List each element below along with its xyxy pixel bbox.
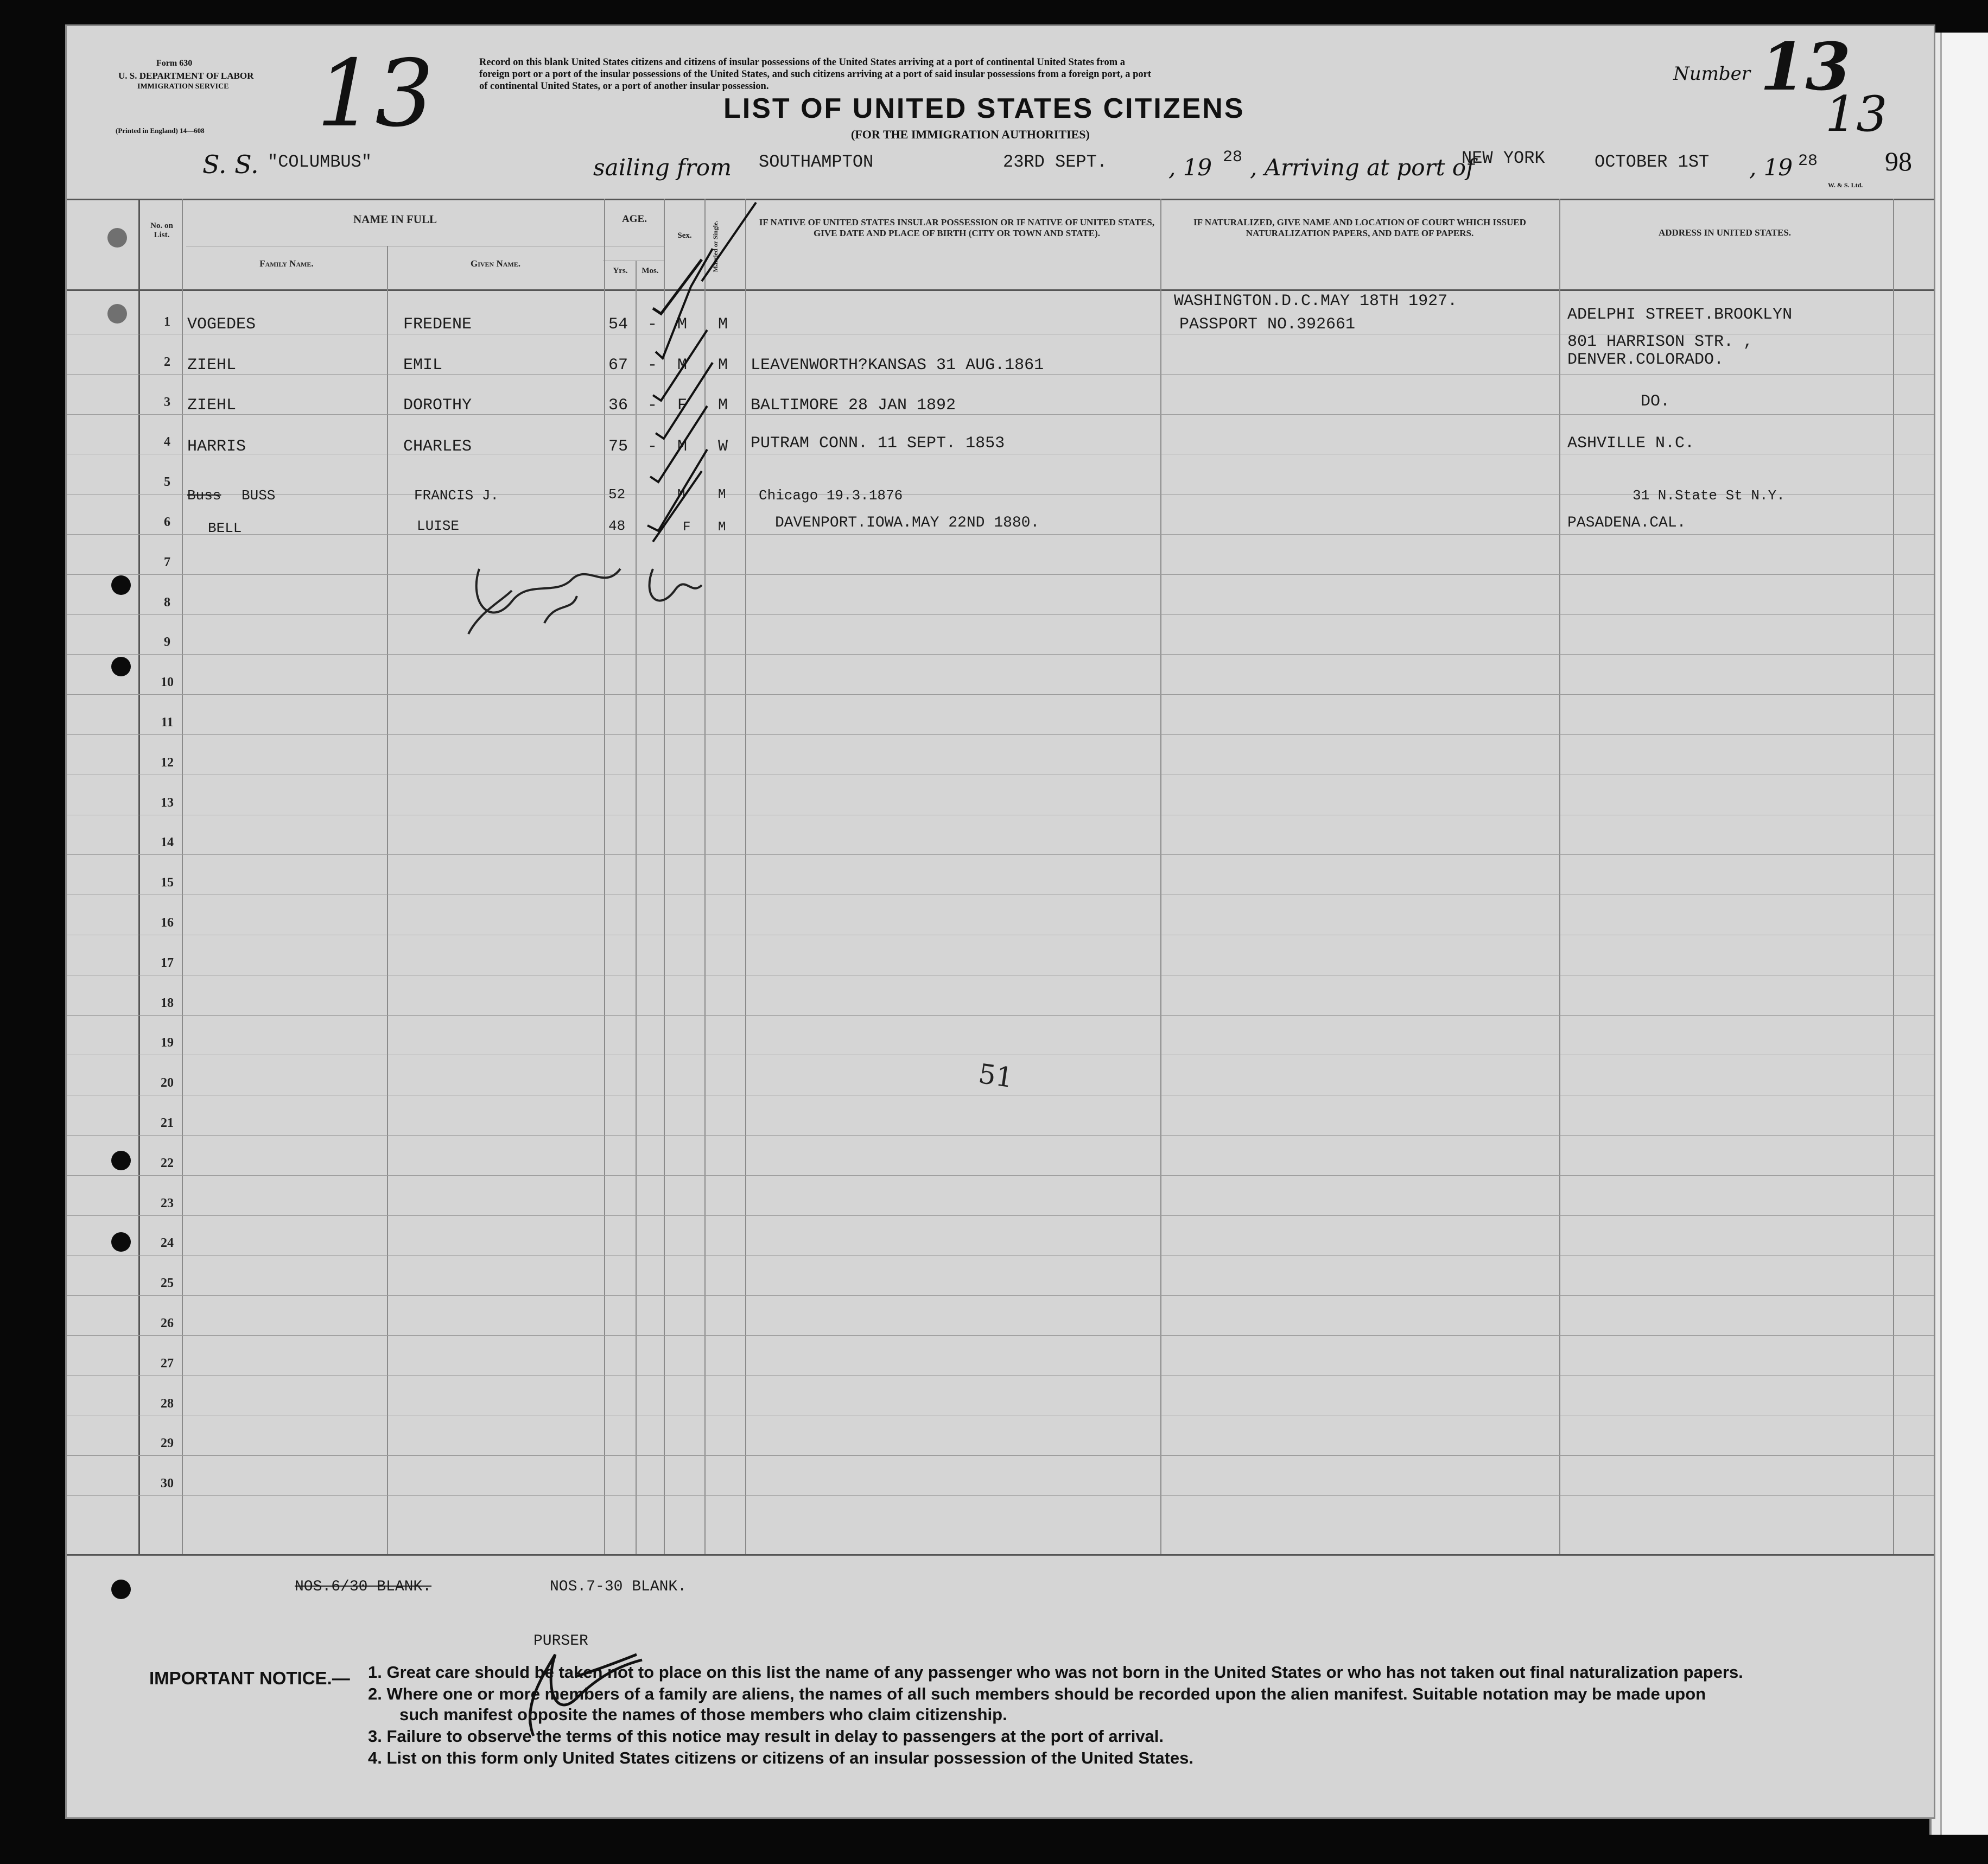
col-header-no: No. on List. xyxy=(150,221,173,239)
check-mark-icon xyxy=(653,330,707,401)
row-number: 13 xyxy=(161,796,174,810)
birth-2: LEAVENWORTH?KANSAS 31 AUG.1861 xyxy=(751,356,1044,375)
given-name-6: LUISE xyxy=(417,518,460,534)
struck-blank-note: NOS.6/30 BLANK. xyxy=(295,1578,432,1595)
address-4: ASHVILLE N.C. xyxy=(1567,434,1695,453)
birth-5: Chicago 19.3.1876 xyxy=(759,487,903,504)
age-mos-1: - xyxy=(647,315,658,334)
family-name-4: HARRIS xyxy=(187,438,246,456)
check-mark-icon xyxy=(656,249,713,358)
purser-label: PURSER xyxy=(533,1633,588,1650)
check-mark-icon xyxy=(653,259,702,314)
family-name-6: BELL xyxy=(208,520,242,536)
passport-1: PASSPORT NO.392661 xyxy=(1179,315,1356,334)
col-header-sex: Sex. xyxy=(677,231,692,240)
handwritten-number: 13 xyxy=(316,40,434,148)
number-label: Number xyxy=(1673,63,1751,85)
page-title: LIST OF UNITED STATES CITIZENS xyxy=(723,93,1245,124)
status-5: M xyxy=(718,487,726,502)
arriving-label: , Arriving at port of xyxy=(1250,154,1475,181)
col-header-mos: Mos. xyxy=(642,267,659,275)
col-header-birth: IF NATIVE OF UNITED STATES INSULAR POSSESSION OR IF NATIVE OF UNITED STATES, GIVE DATE AND PLACE OF BIRTH (CITY OR TOWN AND STATE). xyxy=(759,217,1155,238)
col-header-yrs: Yrs. xyxy=(613,267,628,275)
record-instructions-line-2: foreign port or a port of the insular possessions of the United States, and such citizens arriving at a port of said insular possessions from a foreign port, a port xyxy=(479,69,1152,80)
printed-in-label: (Printed in England) 14—608 xyxy=(116,126,205,135)
row-number: 23 xyxy=(161,1196,174,1210)
row-number: 4 xyxy=(164,435,170,449)
notice-3: 3. Failure to observe the terms of this notice may result in delay to passengers at the port of arrival. xyxy=(368,1727,1164,1746)
row-number: 7 xyxy=(164,555,170,569)
col-header-address: ADDRESS IN UNITED STATES. xyxy=(1658,227,1792,238)
notice-1: 1. Great care should be taken not to place on this list the name of any passenger who was not born in the United States or who has not taken out final naturalization papers. xyxy=(368,1663,1743,1682)
important-notice-label: IMPORTANT NOTICE.— xyxy=(149,1668,350,1688)
check-stroke-icon xyxy=(653,471,702,542)
given-name-3: DOROTHY xyxy=(403,396,472,415)
record-instructions-line-1: Record on this blank United States citizens and citizens of insular possessions of the United States arriving at a port of continental United States from a xyxy=(479,57,1126,68)
address-1: ADELPHI STREET.BROOKLYN xyxy=(1567,306,1793,324)
row-number: 27 xyxy=(161,1356,174,1371)
address-6: PASADENA.CAL. xyxy=(1567,515,1686,531)
sex-2: M xyxy=(677,356,688,375)
row-number: 24 xyxy=(161,1236,174,1250)
birth-3: BALTIMORE 28 JAN 1892 xyxy=(751,396,956,415)
check-mark-icon xyxy=(656,363,713,439)
col-header-name-in-full: NAME IN FULL xyxy=(353,213,437,226)
row-number: 3 xyxy=(164,395,170,409)
status-3: M xyxy=(718,396,728,415)
notice-2: 2. Where one or more members of a family are aliens, the names of all such members should be recorded upon the alien manifest. Suitable notation may be made upon xyxy=(368,1684,1706,1703)
birth-6: DAVENPORT.IOWA.MAY 22ND 1880. xyxy=(775,515,1040,531)
notice-2-continued: such manifest opposite the names of those members who claim citizenship. xyxy=(399,1705,1007,1724)
row-number: 22 xyxy=(161,1156,174,1170)
check-stroke-icon xyxy=(702,202,756,281)
age-yrs-4: 75 xyxy=(608,438,628,456)
check-mark-icon xyxy=(650,406,707,482)
row-number: 30 xyxy=(161,1476,174,1491)
sex-5: M xyxy=(677,487,685,502)
sailing-from-label: sailing from xyxy=(593,154,732,181)
notice-4: 4. List on this form only United States citizens or citizens of an insular possession of the United States. xyxy=(368,1748,1193,1767)
sex-6: F xyxy=(683,520,691,535)
adjacent-page-edge-inner xyxy=(1940,33,1988,1835)
col-header-married-single: Married or Single. xyxy=(712,220,719,272)
status-2: M xyxy=(718,356,728,375)
address-3: DO. xyxy=(1641,392,1671,411)
col-header-family-name: Family Name. xyxy=(259,258,314,269)
given-name-5: FRANCIS J. xyxy=(414,487,499,504)
address-5: 31 N.State St N.Y. xyxy=(1633,487,1785,504)
form-number: Form 630 xyxy=(156,59,193,68)
age-yrs-5: 52 xyxy=(608,486,626,503)
arrival-date: OCTOBER 1ST xyxy=(1595,152,1710,172)
row-number: 19 xyxy=(161,1036,174,1050)
ship-name: "COLUMBUS" xyxy=(268,152,372,172)
row-number: 29 xyxy=(161,1436,174,1450)
row-number: 12 xyxy=(161,756,174,770)
address-2: 801 HARRISON STR. , xyxy=(1567,333,1754,351)
address-2-city: DENVER.COLORADO. xyxy=(1567,351,1724,369)
row-number: 20 xyxy=(161,1076,174,1090)
printer-mark: W. & S. Ltd. xyxy=(1828,181,1863,189)
row-number: 17 xyxy=(161,956,174,970)
family-name-1: VOGEDES xyxy=(187,315,256,334)
family-name-5: BUSS xyxy=(242,487,276,504)
age-yrs-2: 67 xyxy=(608,356,628,375)
row-number: 15 xyxy=(161,876,174,890)
age-yrs-3: 36 xyxy=(608,396,628,415)
arrival-year-suffix: 28 xyxy=(1798,152,1818,170)
handwriting-overlay xyxy=(67,26,1934,1817)
row-number: 5 xyxy=(164,475,170,489)
row-number: 8 xyxy=(164,595,170,610)
row-number: 28 xyxy=(161,1397,174,1411)
row-number: 6 xyxy=(164,515,170,529)
row-number: 14 xyxy=(161,835,174,849)
age-yrs-6: 48 xyxy=(608,518,626,534)
row-number: 11 xyxy=(161,715,174,730)
age-mos-4: - xyxy=(647,438,658,456)
given-name-1: FREDENE xyxy=(403,315,472,334)
department-label: U. S. DEPARTMENT OF LABOR xyxy=(118,71,254,81)
sex-1: M xyxy=(677,315,688,334)
page-subtitle: (FOR THE IMMIGRATION AUTHORITIES) xyxy=(851,128,1090,141)
departure-port: SOUTHAMPTON xyxy=(759,152,874,172)
status-1: M xyxy=(718,315,728,334)
service-label: IMMIGRATION SERVICE xyxy=(137,83,229,91)
blank-rows-note: NOS.7-30 BLANK. xyxy=(550,1578,687,1595)
row-number: 1 xyxy=(164,315,170,329)
check-mark-icon xyxy=(647,449,707,531)
record-instructions-line-3: of continental United States, or a port of another insular possession. xyxy=(479,81,769,92)
row-number: 21 xyxy=(161,1116,174,1130)
col-header-given-name: Given Name. xyxy=(470,258,520,269)
row-number: 10 xyxy=(161,675,174,689)
manifest-sheet xyxy=(65,24,1935,1819)
birth-4: PUTRAM CONN. 11 SEPT. 1853 xyxy=(751,434,1005,453)
status-6: M xyxy=(718,520,726,535)
row-number: 26 xyxy=(161,1316,174,1330)
family-name-2: ZIEHL xyxy=(187,356,237,375)
side-number: 13 xyxy=(1825,86,1888,143)
naturalized-court-1: WASHINGTON.D.C.MAY 18TH 1927. xyxy=(1174,292,1458,310)
row-number: 2 xyxy=(164,355,170,369)
col-header-age: AGE. xyxy=(622,213,647,225)
handwritten-scribble-icon xyxy=(468,569,702,634)
given-name-4: CHARLES xyxy=(403,438,472,456)
center-number: 51 xyxy=(976,1057,1015,1094)
row-number: 25 xyxy=(161,1276,174,1290)
family-name-5-struck: Buss xyxy=(187,487,221,504)
departure-year-suffix: 28 xyxy=(1223,148,1243,167)
arrival-year-prefix: , 19 xyxy=(1749,154,1793,181)
row-number: 16 xyxy=(161,916,174,930)
col-header-naturalized: IF NATURALIZED, GIVE NAME AND LOCATION OF COURT WHICH ISSUED NATURALIZATION PAPERS, AND DATE OF PAPERS. xyxy=(1193,217,1526,238)
family-name-3: ZIEHL xyxy=(187,396,237,415)
status-4: W xyxy=(718,438,728,456)
sex-3: F xyxy=(677,396,688,415)
arrival-port: NEW YORK xyxy=(1462,148,1545,168)
number-value: 13 xyxy=(1760,29,1851,105)
ss-label: S. S. xyxy=(202,150,259,179)
departure-year-prefix: , 19 xyxy=(1168,154,1212,181)
given-name-2: EMIL xyxy=(403,356,443,375)
row-number: 18 xyxy=(161,996,174,1010)
age-yrs-1: 54 xyxy=(608,315,628,334)
row-number: 9 xyxy=(164,635,170,649)
age-mos-3: - xyxy=(647,396,658,415)
departure-date: 23RD SEPT. xyxy=(1003,152,1108,172)
sex-4: M xyxy=(677,438,688,456)
corner-number: 98 xyxy=(1885,146,1912,176)
age-mos-2: - xyxy=(647,356,658,375)
